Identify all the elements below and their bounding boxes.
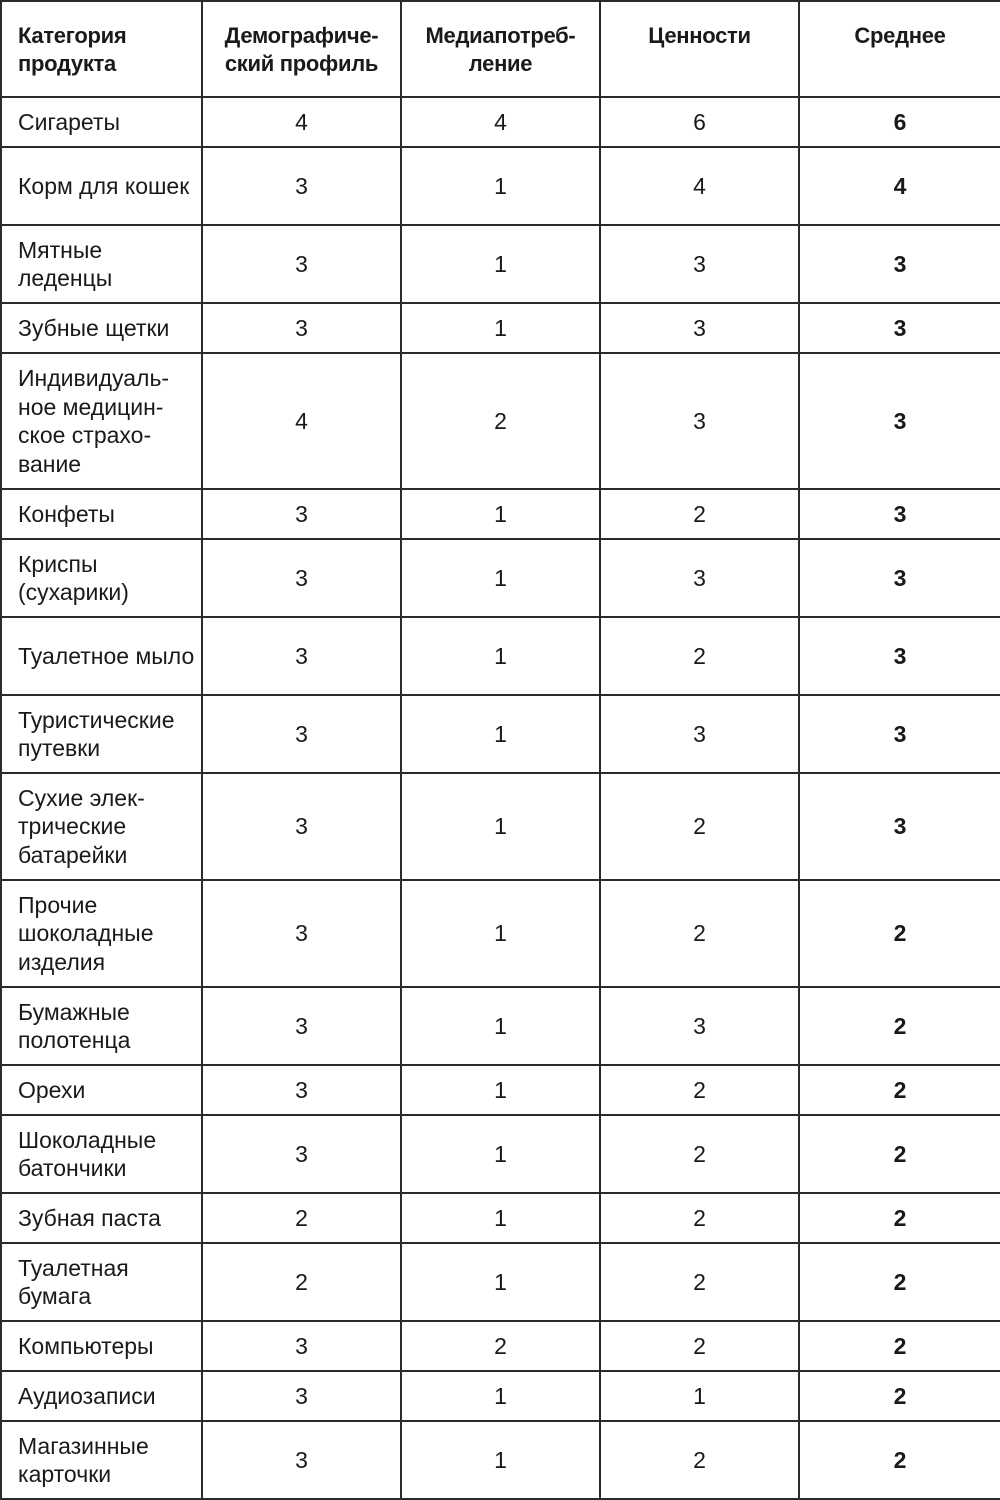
cell-demographics: 2: [202, 1243, 401, 1321]
cell-average: 3: [799, 489, 1000, 539]
cell-demographics: 3: [202, 773, 401, 880]
cell-demographics: 4: [202, 353, 401, 489]
cell-category: Компьютеры: [1, 1321, 202, 1371]
cell-demographics: 3: [202, 880, 401, 987]
cell-average: 2: [799, 987, 1000, 1065]
cell-media: 1: [401, 1421, 600, 1499]
cell-values: 3: [600, 353, 799, 489]
cell-media: 4: [401, 97, 600, 147]
cell-demographics: 3: [202, 1115, 401, 1193]
cell-average: 3: [799, 617, 1000, 695]
cell-media: 1: [401, 987, 600, 1065]
cell-average: 4: [799, 147, 1000, 225]
cell-values: 3: [600, 539, 799, 617]
cell-average: 2: [799, 1065, 1000, 1115]
cell-average: 3: [799, 353, 1000, 489]
cell-category: Бумажные полотенца: [1, 987, 202, 1065]
cell-values: 3: [600, 695, 799, 773]
cell-values: 6: [600, 97, 799, 147]
table-row: [1, 353, 1000, 489]
cell-category: Криспы (сухарики): [1, 539, 202, 617]
table-row: [1, 773, 1000, 880]
cell-average: 2: [799, 1115, 1000, 1193]
cell-values: 2: [600, 773, 799, 880]
cell-average: 3: [799, 695, 1000, 773]
cell-values: 2: [600, 617, 799, 695]
table-row: [1, 539, 1000, 617]
cell-category: Конфеты: [1, 489, 202, 539]
cell-category: Орехи: [1, 1065, 202, 1115]
header-category: Категория продукта: [1, 1, 202, 97]
table-row: [1, 1371, 1000, 1421]
cell-average: 6: [799, 97, 1000, 147]
cell-values: 2: [600, 489, 799, 539]
cell-values: 2: [600, 1115, 799, 1193]
cell-category: Сухие элек-трические батарейки: [1, 773, 202, 880]
cell-media: 1: [401, 1371, 600, 1421]
cell-category: Магазинные карточки: [1, 1421, 202, 1499]
cell-media: 1: [401, 1193, 600, 1243]
cell-demographics: 3: [202, 1065, 401, 1115]
cell-category: Индивидуаль-ное медицин-ское страхо-вание: [1, 353, 202, 489]
cell-demographics: 3: [202, 1321, 401, 1371]
table-row: [1, 1065, 1000, 1115]
cell-demographics: 2: [202, 1193, 401, 1243]
cell-category: Туристические путевки: [1, 695, 202, 773]
table-row: [1, 695, 1000, 773]
header-values: Ценности: [600, 1, 799, 97]
cell-category: Прочие шоколадные изделия: [1, 880, 202, 987]
cell-media: 1: [401, 695, 600, 773]
cell-demographics: 3: [202, 987, 401, 1065]
table-row: [1, 97, 1000, 147]
cell-category: Туалетная бумага: [1, 1243, 202, 1321]
cell-media: 1: [401, 303, 600, 353]
cell-values: 1: [600, 1371, 799, 1421]
cell-values: 2: [600, 880, 799, 987]
cell-values: 2: [600, 1065, 799, 1115]
cell-average: 2: [799, 1371, 1000, 1421]
cell-demographics: 3: [202, 539, 401, 617]
cell-average: 3: [799, 773, 1000, 880]
cell-media: 1: [401, 617, 600, 695]
cell-demographics: 3: [202, 147, 401, 225]
table-row: [1, 880, 1000, 987]
cell-demographics: 3: [202, 617, 401, 695]
cell-category: Корм для кошек: [1, 147, 202, 225]
cell-category: Мятные леденцы: [1, 225, 202, 303]
header-average: Среднее: [799, 1, 1000, 97]
cell-values: 2: [600, 1421, 799, 1499]
cell-media: 2: [401, 353, 600, 489]
cell-category: Зубная паста: [1, 1193, 202, 1243]
table-row: [1, 489, 1000, 539]
cell-media: 1: [401, 880, 600, 987]
table-row: [1, 1243, 1000, 1321]
cell-category: Аудиозаписи: [1, 1371, 202, 1421]
table-row: [1, 1321, 1000, 1371]
cell-average: 2: [799, 1243, 1000, 1321]
cell-category: Туалетное мыло: [1, 617, 202, 695]
cell-media: 1: [401, 539, 600, 617]
header-demographics: Демографиче-ский профиль: [202, 1, 401, 97]
cell-demographics: 4: [202, 97, 401, 147]
cell-values: 2: [600, 1193, 799, 1243]
cell-average: 3: [799, 303, 1000, 353]
cell-category: Зубные щетки: [1, 303, 202, 353]
table-row: [1, 1115, 1000, 1193]
cell-media: 1: [401, 225, 600, 303]
cell-values: 4: [600, 147, 799, 225]
table-row: [1, 1421, 1000, 1499]
cell-demographics: 3: [202, 1371, 401, 1421]
cell-media: 1: [401, 489, 600, 539]
cell-average: 2: [799, 1421, 1000, 1499]
cell-category: Сигареты: [1, 97, 202, 147]
cell-demographics: 3: [202, 225, 401, 303]
header-media: Медиапотреб-ление: [401, 1, 600, 97]
table-row: [1, 303, 1000, 353]
table-row: [1, 1193, 1000, 1243]
cell-values: 3: [600, 987, 799, 1065]
cell-media: 1: [401, 1065, 600, 1115]
cell-media: 1: [401, 1243, 600, 1321]
table-row: [1, 617, 1000, 695]
cell-media: 1: [401, 773, 600, 880]
cell-average: 3: [799, 225, 1000, 303]
cell-values: 3: [600, 303, 799, 353]
header-row: [1, 1, 1000, 97]
cell-category: Шоколадные батончики: [1, 1115, 202, 1193]
cell-values: 2: [600, 1243, 799, 1321]
table-row: [1, 147, 1000, 225]
cell-average: 2: [799, 1193, 1000, 1243]
cell-demographics: 3: [202, 1421, 401, 1499]
cell-media: 1: [401, 1115, 600, 1193]
cell-average: 2: [799, 880, 1000, 987]
table-row: [1, 225, 1000, 303]
cell-media: 1: [401, 147, 600, 225]
cell-demographics: 3: [202, 489, 401, 539]
cell-values: 3: [600, 225, 799, 303]
cell-average: 2: [799, 1321, 1000, 1371]
cell-values: 2: [600, 1321, 799, 1371]
cell-demographics: 3: [202, 303, 401, 353]
cell-demographics: 3: [202, 695, 401, 773]
table-row: [1, 987, 1000, 1065]
cell-media: 2: [401, 1321, 600, 1371]
cell-average: 3: [799, 539, 1000, 617]
